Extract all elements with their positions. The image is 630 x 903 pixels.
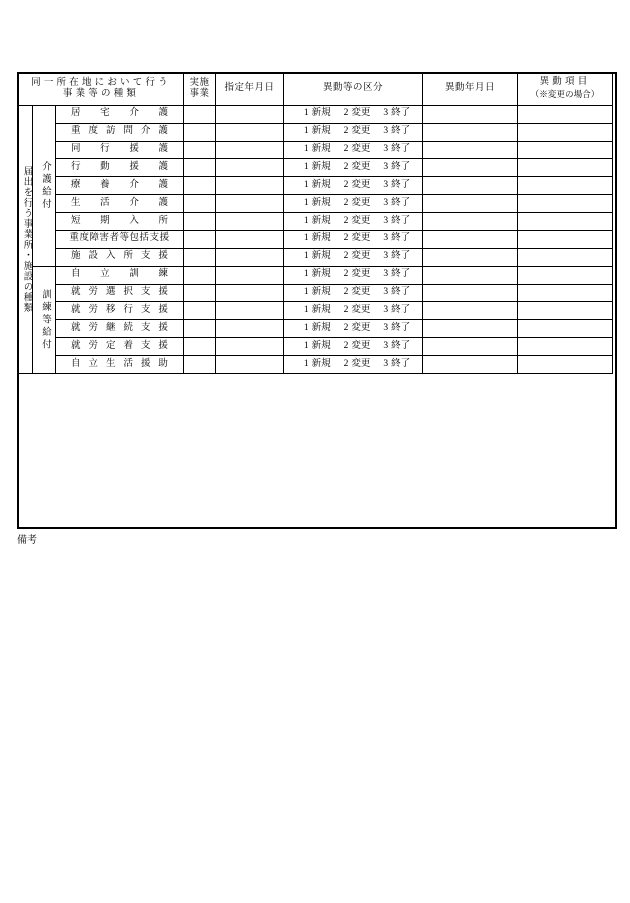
kubun-label-2[interactable]: 変更 [351, 287, 371, 297]
kubun-label-3[interactable]: 終了 [391, 322, 411, 333]
designation-date-cell[interactable] [216, 338, 284, 356]
change-category-cell[interactable] [284, 284, 423, 302]
change-item-cell[interactable] [518, 338, 613, 356]
table-row [19, 141, 613, 159]
kubun-label-3[interactable]: 終了 [391, 144, 411, 154]
table-row [19, 105, 613, 123]
kubun-label-1[interactable]: 新規 [311, 126, 331, 137]
kubun-label-3[interactable]: 終了 [391, 251, 411, 262]
kubun-label-3[interactable]: 終了 [391, 108, 411, 119]
change-date-cell[interactable] [423, 230, 518, 248]
change-item-cell[interactable] [518, 248, 613, 266]
designation-date-cell[interactable] [216, 159, 284, 177]
designation-date-cell[interactable] [216, 141, 284, 159]
change-category-cell[interactable] [284, 195, 423, 213]
kubun-label-3[interactable]: 終了 [391, 304, 411, 315]
change-category-cell[interactable] [284, 105, 423, 123]
kubun-num-3[interactable]: 3 [383, 322, 389, 333]
kubun-num-1[interactable]: 1 [303, 304, 309, 315]
header-change-item-line1: 異動項目 [539, 77, 591, 87]
kubun-num-2[interactable]: 2 [343, 322, 349, 333]
designation-date-cell[interactable] [216, 266, 284, 284]
header-business-type-line2: 事業等の種類 [62, 89, 140, 100]
table-row [19, 302, 613, 320]
kubun-label-2[interactable]: 変更 [351, 161, 371, 172]
service-name: 重 度 障 害 者 等 包 括 支 援 [56, 230, 184, 248]
table-row [19, 123, 613, 141]
change-date-cell[interactable] [423, 356, 518, 374]
kubun-label-3[interactable]: 終了 [391, 197, 411, 208]
change-item-cell[interactable] [518, 302, 613, 320]
change-date-cell[interactable] [423, 320, 518, 338]
change-category-cell[interactable] [284, 266, 423, 284]
kubun-label-3[interactable]: 終了 [391, 358, 411, 369]
kubun-num-3[interactable]: 3 [383, 304, 389, 315]
implementation-checkbox-cell[interactable] [184, 248, 216, 266]
service-name: 居 宅 介 護 [56, 105, 184, 123]
designation-date-cell[interactable] [216, 105, 284, 123]
kubun-num-3[interactable]: 3 [383, 269, 389, 280]
service-name: 重 度 訪 問 介 護 [56, 123, 184, 141]
kubun-label-1[interactable]: 新規 [311, 108, 331, 119]
kubun-num-3[interactable]: 3 [383, 233, 389, 244]
kubun-num-1[interactable]: 1 [303, 269, 309, 280]
table-row [19, 248, 613, 266]
kubun-num-2[interactable]: 2 [343, 269, 349, 280]
kubun-label-1[interactable]: 新規 [311, 179, 331, 190]
notification-form-table [18, 73, 613, 374]
kubun-num-3[interactable]: 3 [383, 144, 389, 154]
kubun-num-3[interactable]: 3 [383, 126, 389, 137]
kubun-num-2[interactable]: 2 [343, 161, 349, 172]
kubun-label-2[interactable]: 変更 [351, 126, 371, 137]
change-item-cell[interactable] [518, 230, 613, 248]
header-jisshi-line2: 事業 [189, 89, 210, 100]
implementation-checkbox-cell[interactable] [184, 266, 216, 284]
implementation-checkbox-cell[interactable] [184, 123, 216, 141]
change-item-cell[interactable] [518, 177, 613, 195]
designation-date-cell[interactable] [216, 123, 284, 141]
kubun-num-2[interactable]: 2 [343, 126, 349, 137]
kubun-label-3[interactable]: 終了 [391, 269, 411, 280]
implementation-checkbox-cell[interactable] [184, 177, 216, 195]
table-row [19, 356, 613, 374]
service-name: 就 労 移 行 支 援 [56, 302, 184, 320]
change-item-cell[interactable] [518, 195, 613, 213]
kubun-num-3[interactable]: 3 [383, 161, 389, 172]
implementation-checkbox-cell[interactable] [184, 105, 216, 123]
change-item-cell[interactable] [518, 141, 613, 159]
change-category-cell[interactable] [284, 356, 423, 374]
change-item-cell[interactable] [518, 105, 613, 123]
kubun-label-1[interactable]: 新規 [311, 233, 331, 244]
service-name: 自 立 訓 練 [56, 266, 184, 284]
change-category-cell[interactable] [284, 302, 423, 320]
kubun-num-2[interactable]: 2 [343, 215, 349, 226]
change-category-cell[interactable] [284, 230, 423, 248]
service-name: 生 活 介 護 [56, 195, 184, 213]
change-date-cell[interactable] [423, 266, 518, 284]
kubun-label-3[interactable]: 終了 [391, 161, 411, 172]
change-item-cell[interactable] [518, 266, 613, 284]
implementation-checkbox-cell[interactable] [184, 230, 216, 248]
service-name: 施 設 入 所 支 援 [56, 248, 184, 266]
designation-date-cell[interactable] [216, 284, 284, 302]
kubun-num-2[interactable]: 2 [343, 108, 349, 119]
group-label-1: 訓練等給付 [33, 266, 56, 373]
kubun-label-3[interactable]: 終了 [391, 179, 411, 190]
change-item-cell[interactable] [518, 123, 613, 141]
kubun-num-2[interactable]: 2 [343, 251, 349, 262]
implementation-checkbox-cell[interactable] [184, 302, 216, 320]
kubun-label-3[interactable]: 終了 [391, 340, 411, 351]
implementation-checkbox-cell[interactable] [184, 284, 216, 302]
kubun-num-1[interactable]: 1 [303, 161, 309, 172]
designation-date-cell[interactable] [216, 195, 284, 213]
change-item-cell[interactable] [518, 320, 613, 338]
kubun-label-3[interactable]: 終了 [391, 233, 411, 244]
change-date-cell[interactable] [423, 141, 518, 159]
kubun-label-2[interactable]: 変更 [351, 233, 371, 244]
header-change-item [518, 74, 613, 106]
table-row [19, 230, 613, 248]
kubun-label-2[interactable]: 変更 [351, 340, 371, 351]
kubun-label-2[interactable]: 変更 [351, 358, 371, 369]
kubun-num-3[interactable]: 3 [383, 108, 389, 119]
designation-date-cell[interactable] [216, 320, 284, 338]
change-date-cell[interactable] [423, 159, 518, 177]
change-date-cell[interactable] [423, 195, 518, 213]
table-row [19, 266, 613, 284]
header-designation-date: 指定年月日 [216, 74, 284, 106]
kubun-label-1[interactable]: 新規 [311, 287, 331, 297]
change-category-cell[interactable] [284, 141, 423, 159]
notes-title: 備考 [17, 535, 37, 546]
change-item-cell[interactable] [518, 213, 613, 231]
designation-date-cell[interactable] [216, 248, 284, 266]
header-change-date: 異動年月日 [423, 74, 518, 106]
kubun-label-2[interactable]: 変更 [351, 322, 371, 333]
table-row [19, 284, 613, 302]
kubun-num-1[interactable]: 1 [303, 108, 309, 119]
change-date-cell[interactable] [423, 105, 518, 123]
change-category-cell[interactable] [284, 177, 423, 195]
service-name: 自 立 生 活 援 助 [56, 356, 184, 374]
kubun-num-1[interactable]: 1 [303, 215, 309, 226]
implementation-checkbox-cell[interactable] [184, 338, 216, 356]
table-header-row [19, 74, 613, 106]
kubun-num-1[interactable]: 1 [303, 144, 309, 154]
change-date-cell[interactable] [423, 213, 518, 231]
change-date-cell[interactable] [423, 284, 518, 302]
implementation-checkbox-cell[interactable] [184, 159, 216, 177]
service-name: 同 行 援 護 [56, 141, 184, 159]
header-change-category: 異動等の区分 [284, 74, 423, 106]
implementation-checkbox-cell[interactable] [184, 213, 216, 231]
change-category-cell[interactable] [284, 213, 423, 231]
service-name: 行 動 援 護 [56, 159, 184, 177]
header-business-type-line1: 同一所在地において行う [31, 77, 171, 88]
change-date-cell[interactable] [423, 177, 518, 195]
designation-date-cell[interactable] [216, 177, 284, 195]
change-item-cell[interactable] [518, 284, 613, 302]
side-label-facility-type: 届出を行う事業所・施設の種類 [19, 105, 33, 373]
table-row [19, 195, 613, 213]
designation-date-cell[interactable] [216, 302, 284, 320]
kubun-label-1[interactable]: 新規 [311, 358, 331, 369]
kubun-num-3[interactable]: 3 [383, 197, 389, 208]
kubun-num-2[interactable]: 2 [343, 233, 349, 244]
kubun-num-2[interactable]: 2 [343, 144, 349, 154]
kubun-label-1[interactable]: 新規 [311, 304, 331, 315]
kubun-label-2[interactable]: 変更 [351, 215, 371, 226]
change-category-cell[interactable] [284, 338, 423, 356]
kubun-label-1[interactable]: 新規 [311, 340, 331, 351]
notes-section [17, 533, 617, 550]
change-date-cell[interactable] [423, 338, 518, 356]
kubun-num-2[interactable]: 2 [343, 287, 349, 297]
table-row [19, 159, 613, 177]
kubun-label-1[interactable]: 新規 [311, 197, 331, 208]
change-category-cell[interactable] [284, 248, 423, 266]
implementation-checkbox-cell[interactable] [184, 320, 216, 338]
service-name: 就 労 継 続 支 援 [56, 320, 184, 338]
implementation-checkbox-cell[interactable] [184, 141, 216, 159]
table-row [19, 338, 613, 356]
header-jisshi-jigyo [184, 74, 216, 106]
kubun-num-1[interactable]: 1 [303, 287, 309, 297]
change-item-cell[interactable] [518, 159, 613, 177]
kubun-label-3[interactable]: 終了 [391, 126, 411, 137]
kubun-label-1[interactable]: 新規 [311, 251, 331, 262]
kubun-num-1[interactable]: 1 [303, 322, 309, 333]
kubun-label-2[interactable]: 変更 [351, 269, 371, 280]
kubun-num-2[interactable]: 2 [343, 304, 349, 315]
designation-date-cell[interactable] [216, 356, 284, 374]
kubun-label-1[interactable]: 新規 [311, 322, 331, 333]
designation-date-cell[interactable] [216, 230, 284, 248]
kubun-label-2[interactable]: 変更 [351, 251, 371, 262]
kubun-label-2[interactable]: 変更 [351, 179, 371, 190]
service-name: 療 養 介 護 [56, 177, 184, 195]
designation-date-cell[interactable] [216, 213, 284, 231]
change-category-cell[interactable] [284, 159, 423, 177]
change-category-cell[interactable] [284, 123, 423, 141]
kubun-label-1[interactable]: 新規 [311, 161, 331, 172]
implementation-checkbox-cell[interactable] [184, 356, 216, 374]
kubun-label-2[interactable]: 変更 [351, 108, 371, 119]
kubun-label-2[interactable]: 変更 [351, 197, 371, 208]
table-row [19, 213, 613, 231]
table-row [19, 320, 613, 338]
change-date-cell[interactable] [423, 123, 518, 141]
kubun-label-1[interactable]: 新規 [311, 144, 331, 154]
group-label-0: 介護給付 [33, 105, 56, 266]
implementation-checkbox-cell[interactable] [184, 195, 216, 213]
header-change-item-line2: （※変更の場合） [530, 88, 600, 99]
change-date-cell[interactable] [423, 248, 518, 266]
kubun-num-2[interactable]: 2 [343, 197, 349, 208]
kubun-num-1[interactable]: 1 [303, 233, 309, 244]
kubun-num-1[interactable]: 1 [303, 340, 309, 351]
kubun-num-3[interactable]: 3 [383, 251, 389, 262]
service-name: 就 労 選 択 支 援 [56, 284, 184, 302]
table-row [19, 177, 613, 195]
change-item-cell[interactable] [518, 356, 613, 374]
kubun-label-2[interactable]: 変更 [351, 144, 371, 154]
service-name: 就 労 定 着 支 援 [56, 338, 184, 356]
kubun-label-1[interactable]: 新規 [311, 269, 331, 280]
service-name: 短 期 入 所 [56, 213, 184, 231]
header-jisshi-line1: 実施 [189, 77, 210, 88]
change-category-cell[interactable] [284, 320, 423, 338]
kubun-label-2[interactable]: 変更 [351, 304, 371, 315]
header-business-type [19, 74, 184, 106]
kubun-label-3[interactable]: 終了 [391, 287, 411, 297]
kubun-num-1[interactable]: 1 [303, 197, 309, 208]
kubun-label-3[interactable]: 終了 [391, 215, 411, 226]
kubun-num-2[interactable]: 2 [343, 358, 349, 369]
kubun-num-3[interactable]: 3 [383, 179, 389, 190]
kubun-num-3[interactable]: 3 [383, 215, 389, 226]
kubun-num-3[interactable]: 3 [383, 340, 389, 351]
change-date-cell[interactable] [423, 302, 518, 320]
kubun-num-2[interactable]: 2 [343, 340, 349, 351]
kubun-num-1[interactable]: 1 [303, 179, 309, 190]
kubun-num-1[interactable]: 1 [303, 358, 309, 369]
kubun-label-1[interactable]: 新規 [311, 215, 331, 226]
kubun-num-3[interactable]: 3 [383, 287, 389, 297]
kubun-num-3[interactable]: 3 [383, 358, 389, 369]
kubun-num-2[interactable]: 2 [343, 179, 349, 190]
kubun-num-1[interactable]: 1 [303, 251, 309, 262]
kubun-num-1[interactable]: 1 [303, 126, 309, 137]
